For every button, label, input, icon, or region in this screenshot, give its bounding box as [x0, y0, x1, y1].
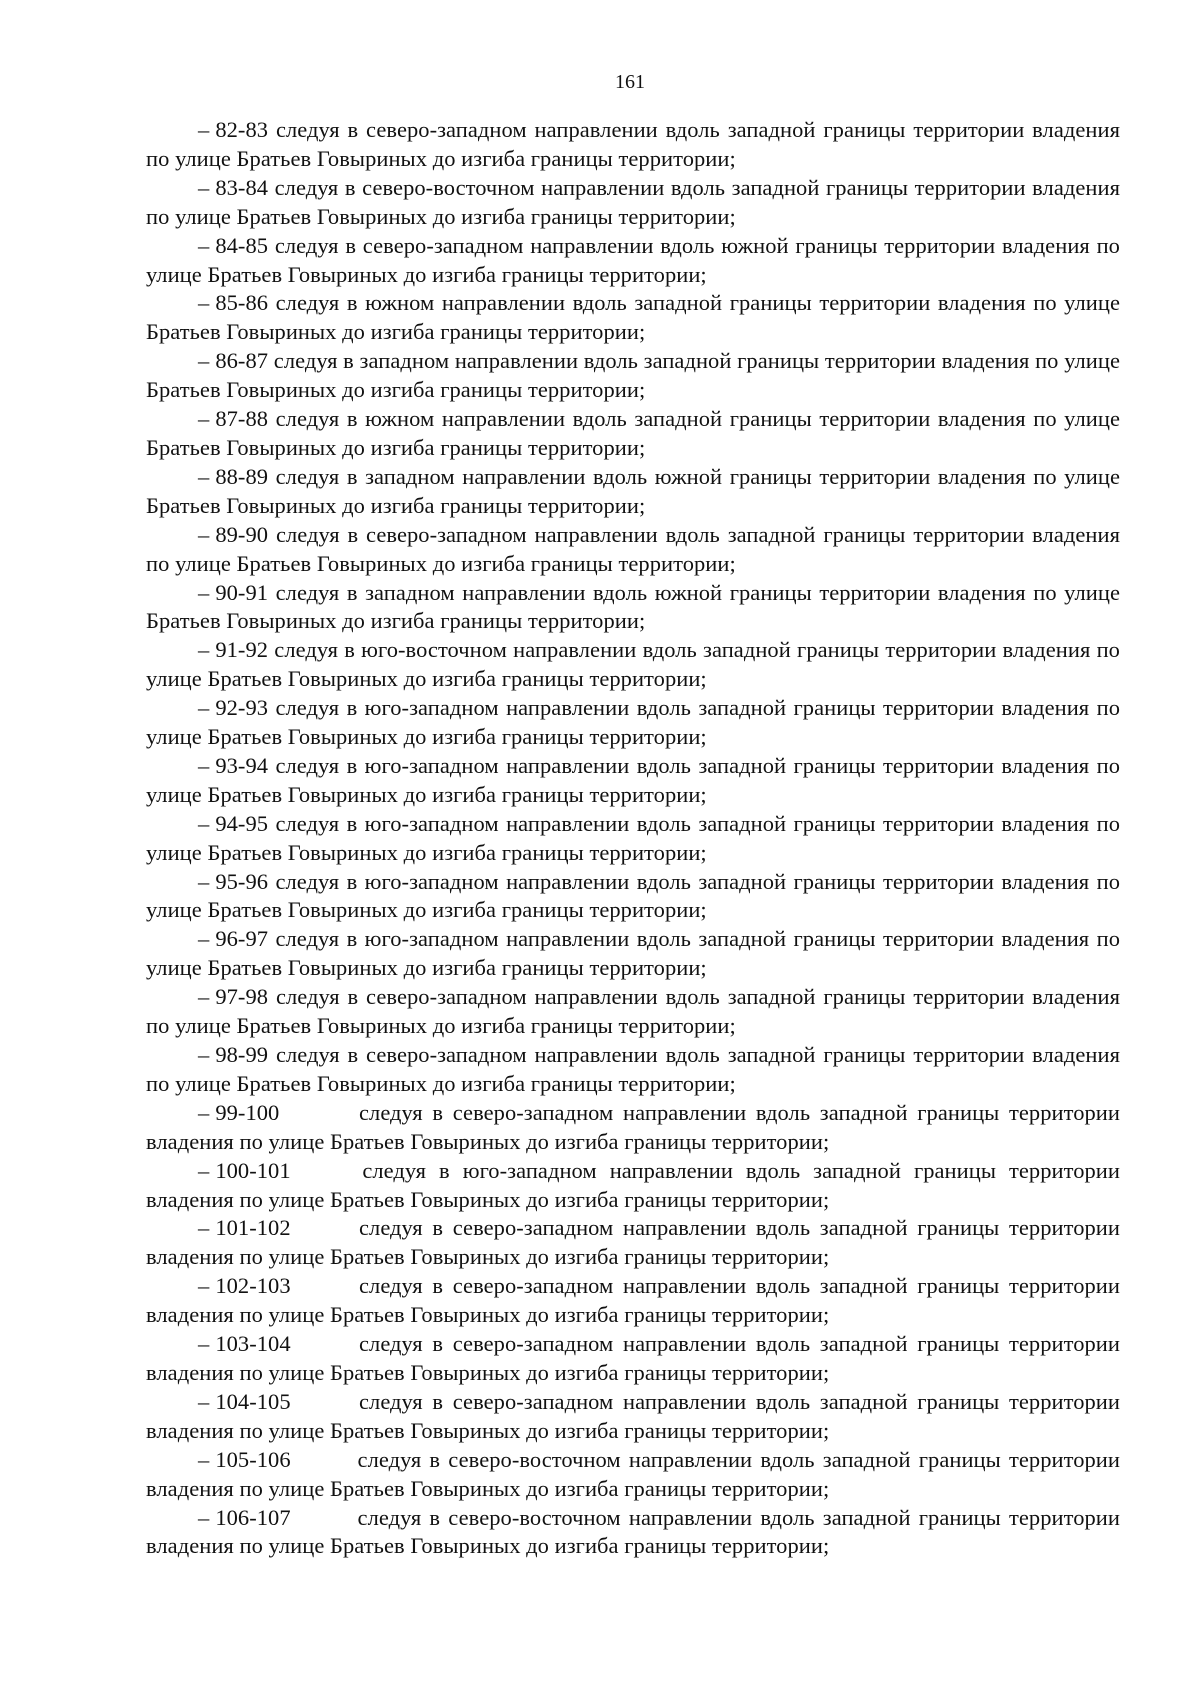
segment-number: 84-85	[215, 232, 269, 258]
segment-description: следуя в юго-восточном направлении вдоль западной границы территории владения по улице Братьев Говыриных до изгиба границы территории;	[146, 637, 1120, 692]
boundary-entry	[146, 289, 1120, 347]
segment-description: следуя в северо-восточном направлении вдоль западной границы территории владения по улице Братьев Говыриных до изгиба границы территории;	[146, 1504, 1120, 1559]
boundary-entry	[146, 1041, 1120, 1099]
boundary-entry	[146, 1157, 1120, 1215]
boundary-entry	[146, 174, 1120, 232]
segment-number: 99-100	[215, 1099, 280, 1125]
boundary-entry	[146, 1504, 1120, 1562]
list-dash: –	[198, 290, 210, 316]
boundary-entry	[146, 983, 1120, 1041]
boundary-entry	[146, 636, 1120, 694]
segment-description: следуя в юго-западном направлении вдоль западной границы территории владения по улице Братьев Говыриных до изгиба границы территории;	[146, 752, 1120, 807]
segment-number: 96-97	[215, 926, 269, 952]
list-dash: –	[198, 1042, 210, 1067]
segment-description: следуя в северо-западном направлении вдоль западной границы территории владения по улице Братьев Говыриных до изгиба границы территории;	[146, 521, 1120, 576]
segment-number: 88-89	[215, 463, 269, 489]
segment-description: следуя в северо-западном направлении вдоль южной границы территории владения по улице Братьев Говыриных до изгиба границы территории;	[146, 232, 1120, 287]
list-dash: –	[198, 1504, 210, 1530]
segment-description: следуя в юго-западном направлении вдоль западной границы территории владения по улице Братьев Говыриных до изгиба границы территории;	[146, 926, 1120, 981]
segment-description: следуя в южном направлении вдоль западной границы территории владения по улице Братьев Говыриных до изгиба границы территории;	[146, 290, 1120, 345]
list-dash: –	[198, 232, 210, 258]
list-dash: –	[198, 637, 210, 663]
page-number: 161	[615, 71, 645, 93]
boundary-entry	[146, 463, 1120, 521]
segment-description: следуя в северо-западном направлении вдоль западной границы территории владения по улице Братьев Говыриных до изгиба границы территории;	[146, 1042, 1120, 1096]
boundary-entry	[146, 116, 1120, 174]
list-dash: –	[198, 695, 210, 721]
boundary-entry	[146, 347, 1120, 405]
list-dash: –	[198, 174, 210, 200]
boundary-entry	[146, 1272, 1120, 1330]
segment-description: следуя в северо-западном направлении вдоль западной границы территории владения по улице Братьев Говыриных до изгиба границы территории;	[146, 984, 1120, 1039]
boundary-entry	[146, 752, 1120, 810]
boundary-entry	[146, 810, 1120, 868]
segment-number: 100-101	[215, 1157, 291, 1183]
segment-number: 91-92	[215, 637, 269, 663]
list-dash: –	[198, 1388, 210, 1414]
list-dash: –	[198, 406, 210, 432]
list-dash: –	[198, 810, 210, 836]
boundary-entry	[146, 868, 1120, 926]
segment-description: следуя в западном направлении вдоль южной границы территории владения по улице Братьев Говыриных до изгиба границы территории;	[146, 463, 1120, 518]
segment-description: следуя в северо-западном направлении вдоль западной границы территории владения по улице Братьев Говыриных до изгиба границы территории;	[146, 117, 1120, 171]
segment-description: следуя в юго-западном направлении вдоль западной границы территории владения по улице Братьев Говыриных до изгиба границы территории;	[146, 1157, 1120, 1212]
segment-number: 106-107	[215, 1504, 291, 1530]
list-dash: –	[198, 117, 210, 142]
segment-description: следуя в юго-западном направлении вдоль западной границы территории владения по улице Братьев Говыриных до изгиба границы территории;	[146, 810, 1120, 865]
segment-number: 82-83	[215, 117, 269, 142]
boundary-entry	[146, 1214, 1120, 1272]
segment-number: 104-105	[215, 1388, 291, 1414]
boundary-entry	[146, 1446, 1120, 1504]
list-dash: –	[198, 868, 210, 894]
list-dash: –	[198, 752, 210, 778]
boundary-entry	[146, 232, 1120, 290]
segment-number: 95-96	[215, 868, 269, 894]
segment-number: 102-103	[215, 1273, 291, 1299]
segment-description: следуя в северо-восточном направлении вдоль западной границы территории владения по улице Братьев Говыриных до изгиба границы территории;	[146, 1446, 1120, 1501]
boundary-entry	[146, 1388, 1120, 1446]
list-dash: –	[198, 1215, 210, 1241]
segment-description: следуя в юго-западном направлении вдоль западной границы территории владения по улице Братьев Говыриных до изгиба границы территории;	[146, 868, 1120, 923]
document-body	[146, 116, 1120, 1561]
segment-description: следуя в западном направлении вдоль западной границы территории владения по улице Братьев Говыриных до изгиба границы территории;	[146, 348, 1120, 403]
list-dash: –	[198, 463, 210, 489]
list-dash: –	[198, 926, 210, 952]
boundary-entry	[146, 1099, 1120, 1157]
boundary-entry	[146, 1330, 1120, 1388]
boundary-entry	[146, 694, 1120, 752]
segment-description: следуя в северо-западном направлении вдоль западной границы территории владения по улице Братьев Говыриных до изгиба границы территории;	[146, 1215, 1120, 1270]
segment-number: 86-87	[215, 348, 269, 374]
segment-number: 94-95	[215, 810, 269, 836]
boundary-entry	[146, 925, 1120, 983]
segment-number: 83-84	[215, 174, 269, 200]
list-dash: –	[198, 1446, 210, 1472]
boundary-entry	[146, 521, 1120, 579]
segment-description: следуя в юго-западном направлении вдоль западной границы территории владения по улице Братьев Говыриных до изгиба границы территории;	[146, 695, 1120, 750]
list-dash: –	[198, 984, 210, 1010]
list-dash: –	[198, 521, 210, 547]
list-dash: –	[198, 579, 210, 605]
segment-description: следуя в северо-восточном направлении вдоль западной границы территории владения по улице Братьев Говыриных до изгиба границы территории;	[146, 174, 1120, 229]
segment-number: 98-99	[215, 1042, 269, 1067]
segment-description: следуя в северо-западном направлении вдоль западной границы территории владения по улице Братьев Говыриных до изгиба границы территории;	[146, 1388, 1120, 1443]
list-dash: –	[198, 348, 210, 374]
segment-description: следуя в северо-западном направлении вдоль западной границы территории владения по улице Братьев Говыриных до изгиба границы территории;	[146, 1273, 1120, 1328]
segment-number: 97-98	[215, 984, 269, 1010]
segment-number: 101-102	[215, 1215, 291, 1241]
boundary-entry	[146, 579, 1120, 637]
segment-description: следуя в западном направлении вдоль южной границы территории владения по улице Братьев Говыриных до изгиба границы территории;	[146, 579, 1120, 634]
segment-number: 103-104	[215, 1331, 291, 1357]
segment-number: 90-91	[215, 579, 269, 605]
list-dash: –	[198, 1157, 210, 1183]
segment-number: 92-93	[215, 695, 269, 721]
segment-number: 93-94	[215, 752, 269, 778]
segment-number: 87-88	[215, 406, 269, 432]
segment-description: следуя в южном направлении вдоль западной границы территории владения по улице Братьев Говыриных до изгиба границы территории;	[146, 406, 1120, 460]
list-dash: –	[198, 1273, 210, 1299]
list-dash: –	[198, 1099, 210, 1125]
segment-description: следуя в северо-западном направлении вдоль западной границы территории владения по улице Братьев Говыриных до изгиба границы территории;	[146, 1331, 1120, 1385]
segment-number: 89-90	[215, 521, 269, 547]
segment-number: 105-106	[215, 1446, 291, 1472]
segment-number: 85-86	[215, 290, 269, 316]
boundary-entry	[146, 405, 1120, 463]
segment-description: следуя в северо-западном направлении вдоль западной границы территории владения по улице Братьев Говыриных до изгиба границы территории;	[146, 1099, 1120, 1154]
list-dash: –	[198, 1331, 210, 1357]
